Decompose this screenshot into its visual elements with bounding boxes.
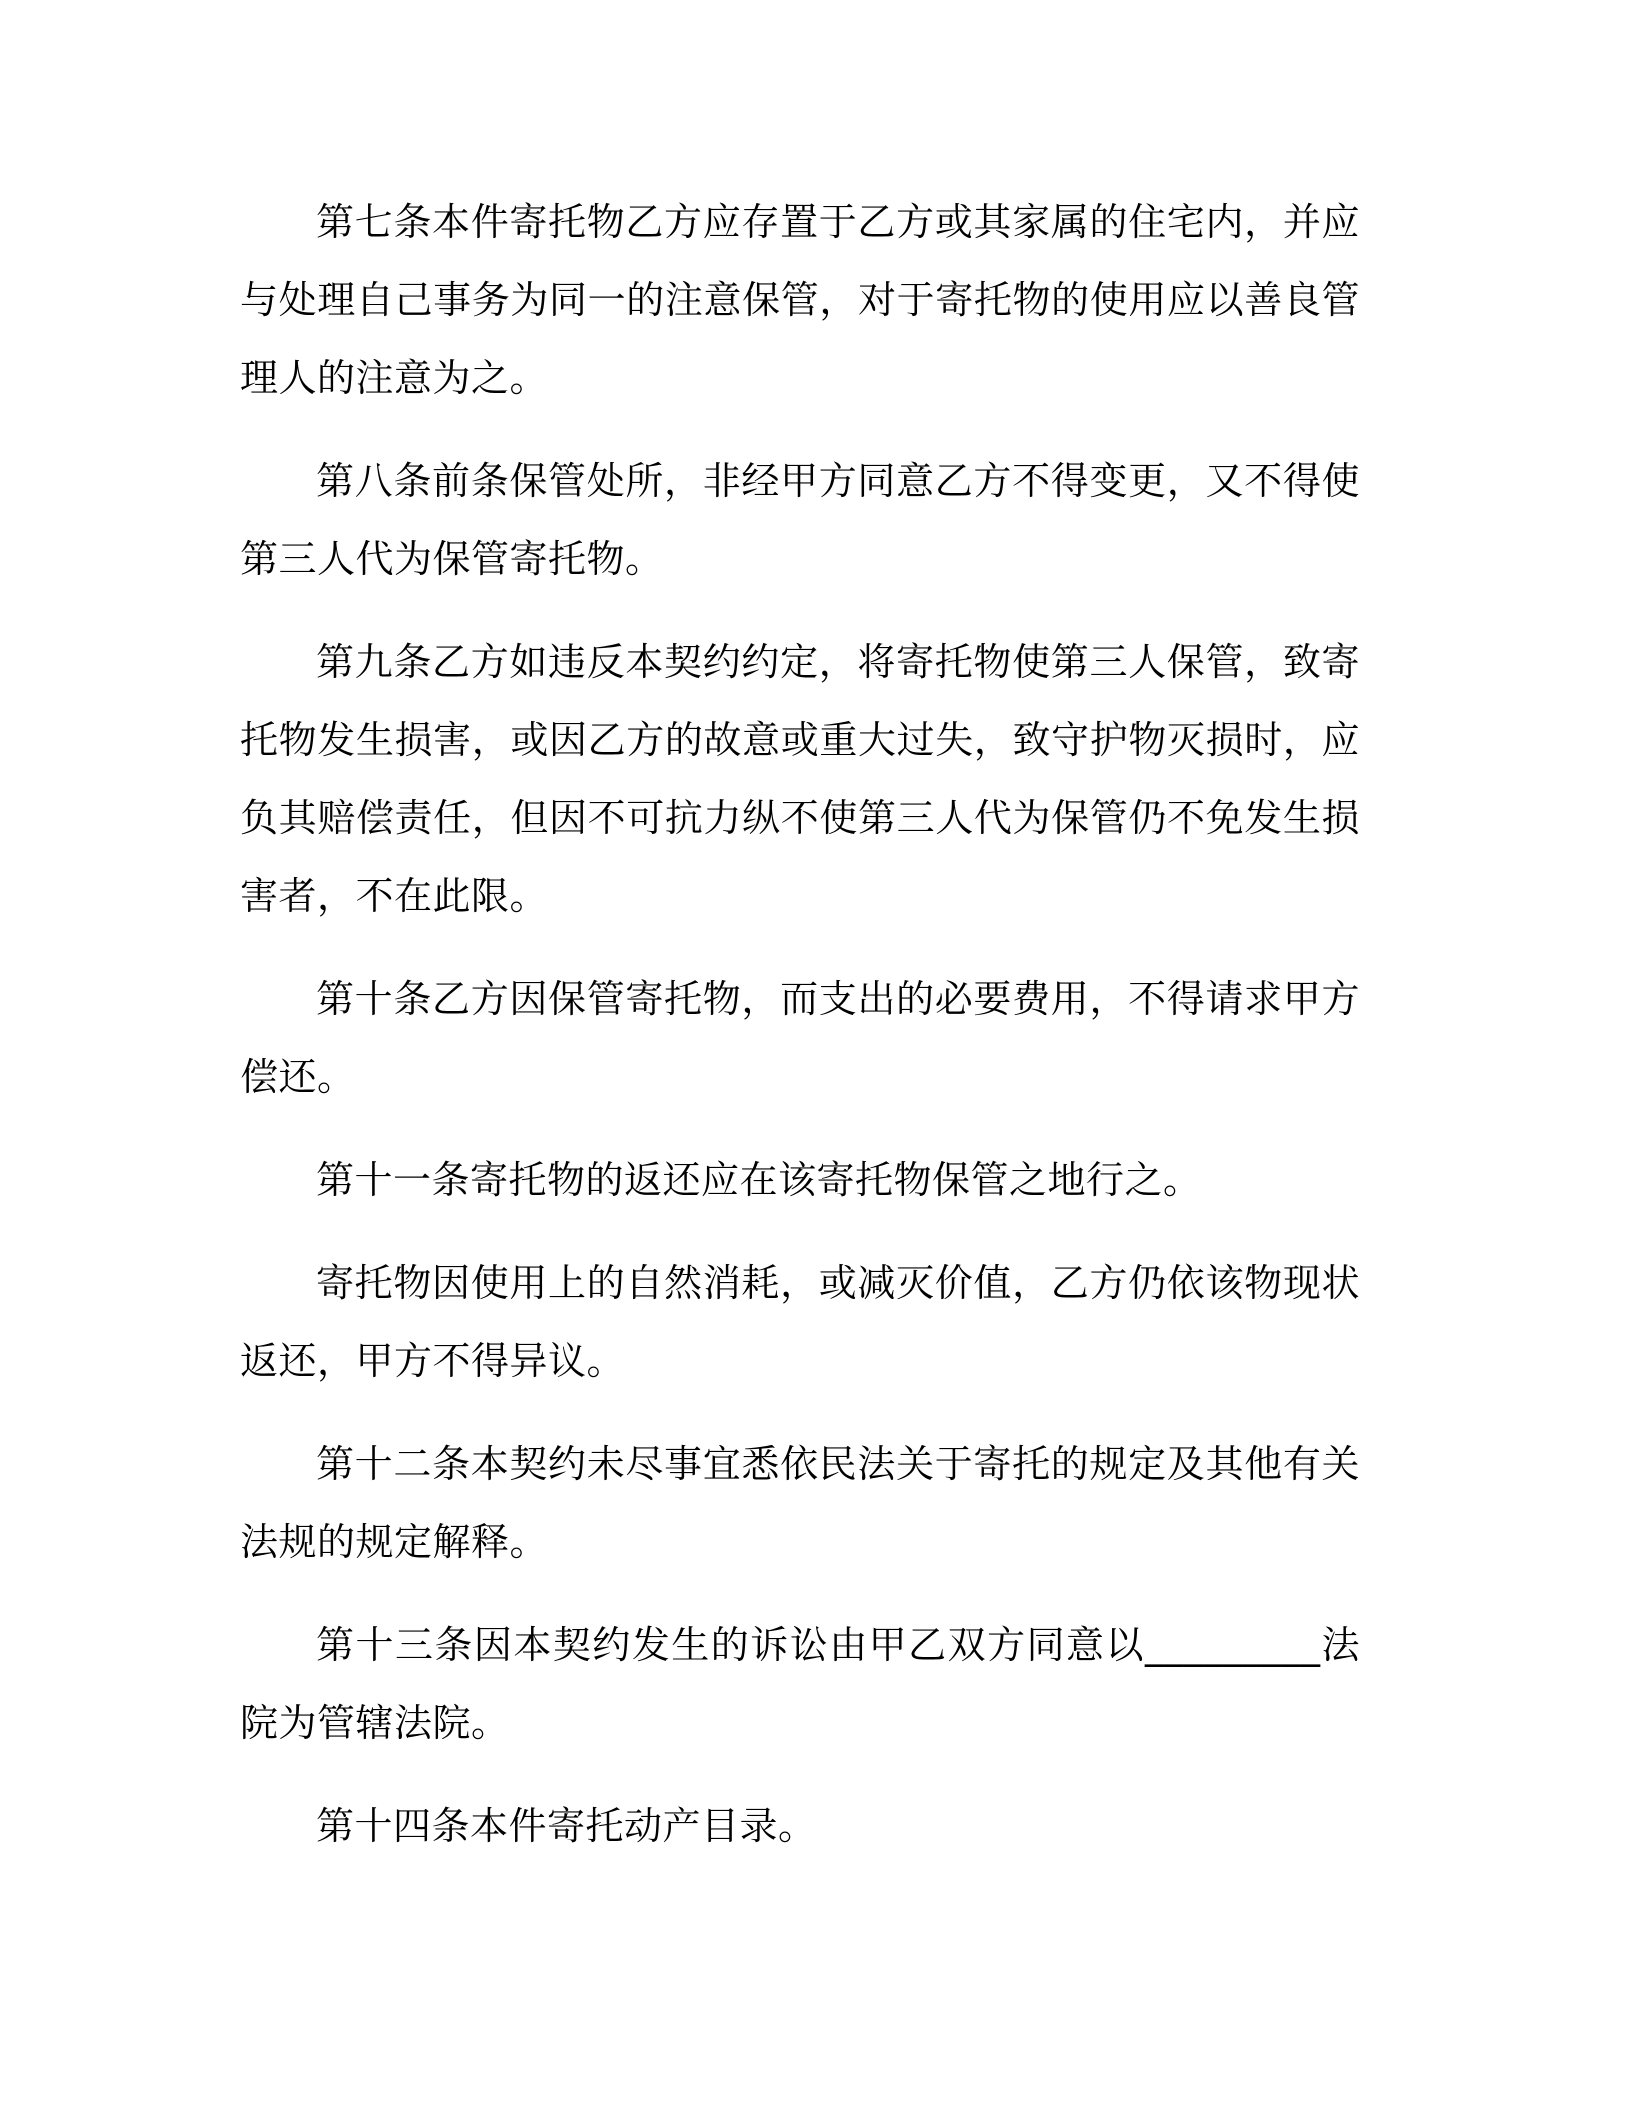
paragraph-article-12: 第十二条本契约未尽事宜悉依民法关于寄托的规定及其他有关法规的规定解释。 (240, 1442, 1360, 1564)
paragraph-article-11: 第十一条寄托物的返还应在该寄托物保管之地行之。 (316, 1158, 1202, 1202)
document-body (240, 183, 1360, 1890)
paragraph-article-7: 第七条本件寄托物乙方应存置于乙方或其家属的住宅内，并应与处理自己事务为同一的注意保管，对于寄托物的使用应以善良管理人的注意为之。 (240, 200, 1360, 400)
paragraph-article-8: 第八条前条保管处所，非经甲方同意乙方不得变更，又不得使第三人代为保管寄托物。 (240, 459, 1360, 581)
paragraph-article-13: 第十三条因本契约发生的诉讼由甲乙双方同意以_________法院为管辖法院。 (240, 1623, 1360, 1745)
paragraph-article-14: 第十四条本件寄托动产目录。 (316, 1804, 817, 1848)
paragraph-article-9: 第九条乙方如违反本契约约定，将寄托物使第三人保管，致寄托物发生损害，或因乙方的故意或重大过失，致守护物灭损时，应负其赔偿责任，但因不可抗力纵不使第三人代为保管仍不免发生损害者，不在此限。 (240, 640, 1360, 918)
paragraph-article-10: 第十条乙方因保管寄托物，而支出的必要费用，不得请求甲方偿还。 (240, 977, 1360, 1099)
paragraph-article-11-continued: 寄托物因使用上的自然消耗，或减灭价值，乙方仍依该物现状返还，甲方不得异议。 (240, 1261, 1360, 1383)
